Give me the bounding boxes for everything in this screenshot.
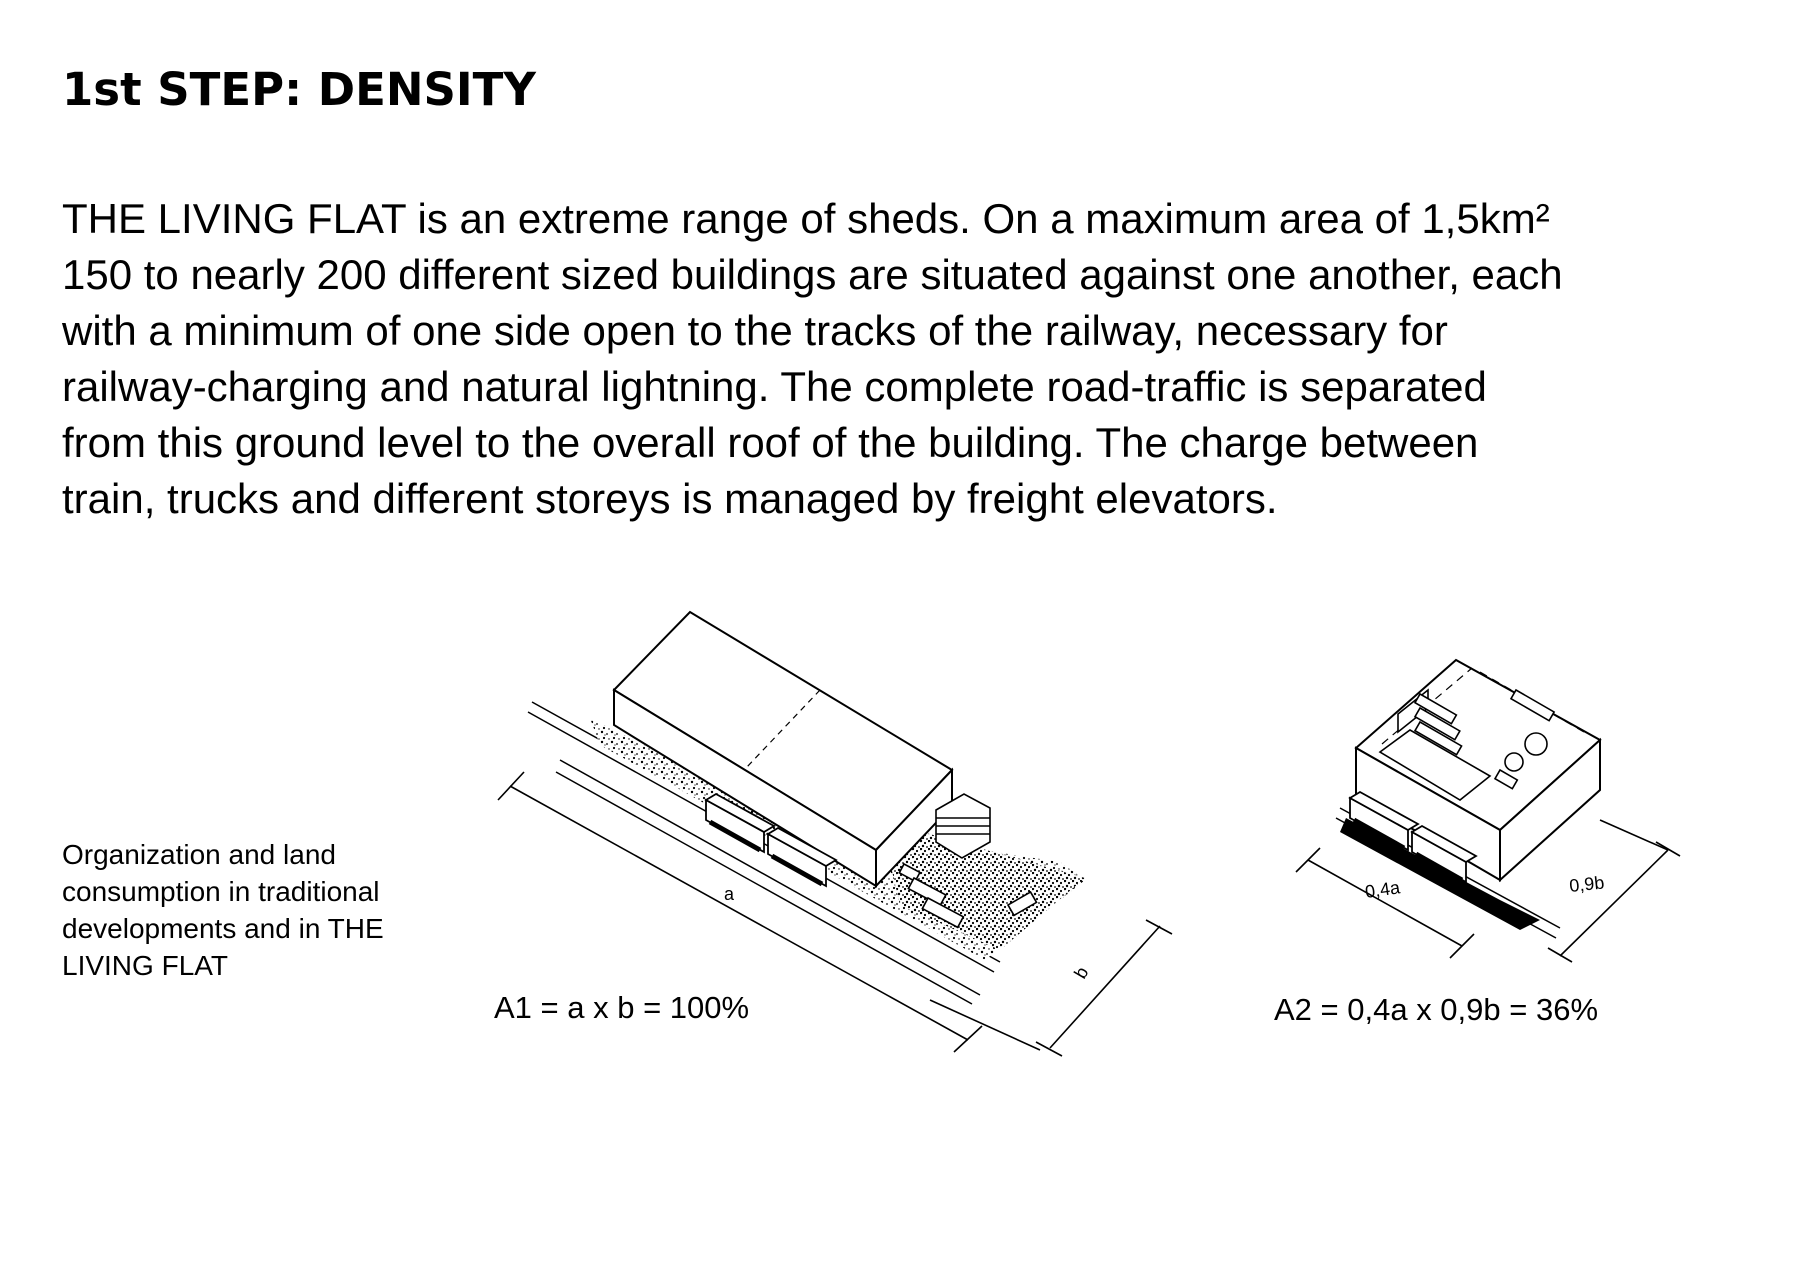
dimension-09b [1548,820,1680,962]
formula-a1: A1 = a x b = 100% [494,990,750,1025]
dimension-09b-label: 0,9b [1568,872,1606,896]
page-title: 1st STEP: DENSITY [62,63,536,116]
paragraph-line: train, trucks and different storeys is managed by freight elevators. [62,475,1278,522]
formula-a2: A2 = 0,4a x 0,9b = 36% [1274,992,1599,1027]
dimension-04a-label: 0,4a [1363,877,1402,902]
caption-line: LIVING FLAT [62,950,228,981]
paragraph-line: 150 to nearly 200 different sized buildings are situated against one another, each [62,251,1563,298]
living-flat-diagram [1296,660,1680,962]
caption-line: Organization and land [62,839,336,870]
dimension-b-label: b [1070,963,1093,982]
dimension-a-label: a [724,884,735,904]
paragraph-line: with a minimum of one side open to the tracks of the railway, necessary for [62,307,1448,354]
caption-line: developments and in THE [62,913,384,944]
paragraph-line: THE LIVING FLAT is an extreme range of sheds. On a maximum area of 1,5km² [62,195,1550,242]
paragraph-line: from this ground level to the overall roof of the building. The charge between [62,419,1479,466]
paragraph-line: railway-charging and natural lightning. The complete road-traffic is separated [62,363,1487,410]
caption-line: consumption in traditional [62,876,380,907]
